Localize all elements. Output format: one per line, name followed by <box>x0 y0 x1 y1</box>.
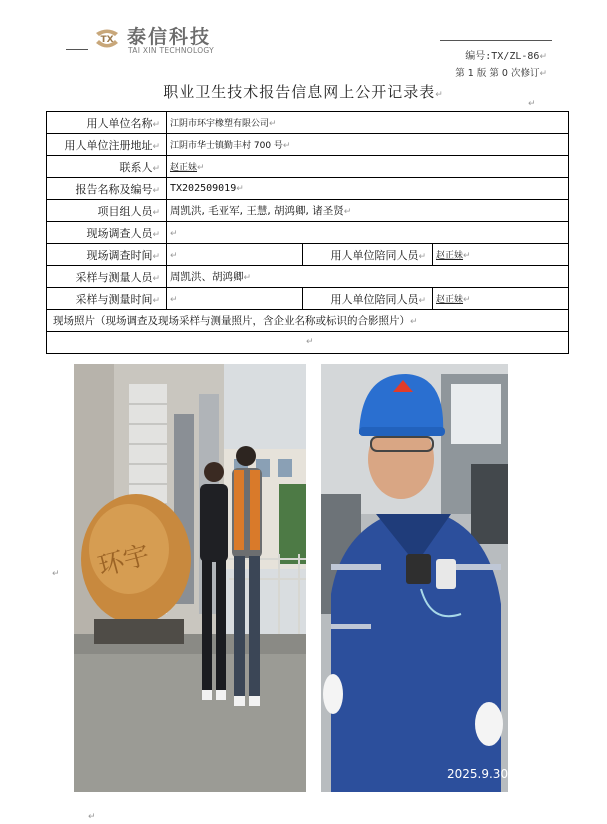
document-number <box>465 47 547 62</box>
row-label-team: 项目组人员↵ <box>47 200 167 222</box>
header-rule-left <box>66 49 88 50</box>
row-label-sampling-staff: 采样与测量人员↵ <box>47 266 167 288</box>
table-row <box>47 266 569 288</box>
paragraph-mark: ↵ <box>88 812 96 822</box>
page-title-text: 职业卫生技术报告信息网上公开记录表 <box>163 83 436 101</box>
table-row <box>47 178 569 200</box>
table-row <box>47 156 569 178</box>
page-title <box>0 81 607 102</box>
row-label-report: 报告名称及编号↵ <box>47 178 167 200</box>
row-value-team: 周凯洪, 毛亚军, 王慧, 胡鸿卿, 诸圣贤↵ <box>167 200 569 222</box>
company-english-name: TAI XIN TECHNOLOGY <box>128 46 215 55</box>
row-value-address: 江阴市华士镇勤丰村 700 号↵ <box>167 134 569 156</box>
paragraph-mark: ↵ <box>539 52 547 62</box>
svg-text:环宇: 环宇 <box>94 540 153 583</box>
row-value-sampling-time: ↵ <box>167 288 303 310</box>
table-row <box>47 112 569 134</box>
row-value-escort-1: 赵正妹↵ <box>433 244 569 266</box>
paragraph-mark: ↵ <box>528 99 536 109</box>
row-label-survey-staff: 现场调查人员↵ <box>47 222 167 244</box>
document-number-text: 编号:TX/ZL-86 <box>465 51 540 62</box>
version-text: 第 1 版 第 0 次修订 <box>455 68 540 79</box>
table-row <box>47 288 569 310</box>
row-value-report: TX202509019↵ <box>167 178 569 200</box>
header-rule-right <box>440 40 552 41</box>
row-value-escort-2: 赵正妹↵ <box>433 288 569 310</box>
company-logo-icon <box>92 24 122 54</box>
record-table <box>46 111 569 354</box>
logo-letters: TX <box>100 35 114 45</box>
row-label-sampling-time: 采样与测量时间↵ <box>47 288 167 310</box>
paragraph-mark: ↵ <box>435 90 444 100</box>
row-label-employer: 用人单位名称↵ <box>47 112 167 134</box>
row-label-escort-2: 用人单位陪同人员↵ <box>303 288 433 310</box>
row-value-survey-time: ↵ <box>167 244 303 266</box>
paragraph-mark: ↵ <box>539 69 547 79</box>
worker-photo-image <box>321 364 508 792</box>
table-row <box>47 200 569 222</box>
paragraph-mark: ↵ <box>306 337 314 347</box>
table-row <box>47 310 569 332</box>
row-label-survey-time: 现场调查时间↵ <box>47 244 167 266</box>
version-info <box>455 65 547 79</box>
group-photo-image <box>74 364 306 792</box>
table-row <box>47 134 569 156</box>
table-row <box>47 244 569 266</box>
table-row <box>47 222 569 244</box>
row-value-sampling-staff: 周凯洪、胡鸿卿↵ <box>167 266 569 288</box>
photo-timestamp: 2025.9.30 <box>447 767 509 781</box>
row-value-survey-staff: ↵ <box>167 222 569 244</box>
row-label-escort-1: 用人单位陪同人员↵ <box>303 244 433 266</box>
paragraph-mark: ↵ <box>52 569 60 579</box>
photo-section-header: 现场照片（现场调查及现场采样与测量照片，含企业名称或标识的合影照片）↵ <box>47 310 569 332</box>
row-value-contact: 赵正妹↵ <box>167 156 569 178</box>
company-name: 泰信科技 <box>127 26 212 48</box>
row-value-employer: 江阴市环宇橡塑有限公司↵ <box>167 112 569 134</box>
row-label-address: 用人单位注册地址↵ <box>47 134 167 156</box>
row-label-contact: 联系人↵ <box>47 156 167 178</box>
